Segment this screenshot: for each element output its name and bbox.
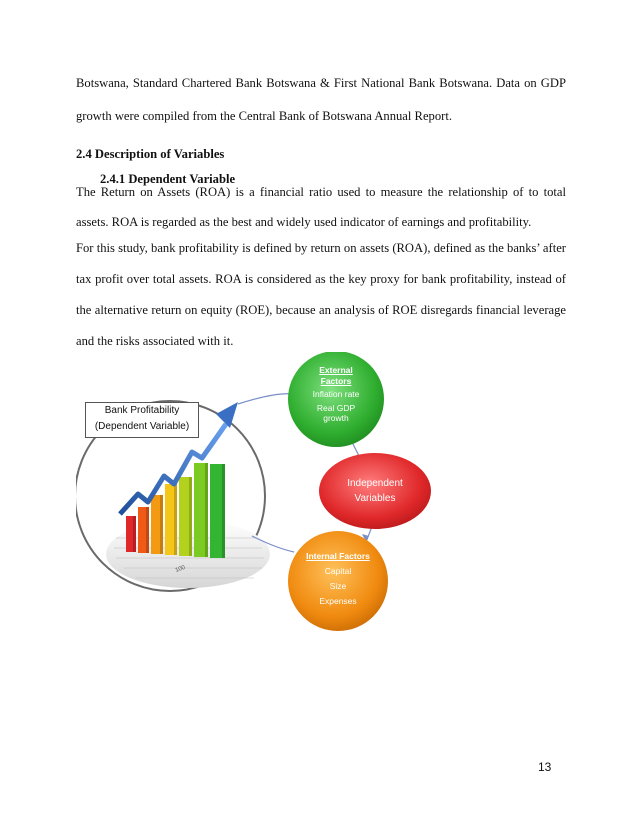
- internal-item: Size: [329, 581, 347, 591]
- dependent-label-line1: Bank Profitability: [104, 405, 180, 416]
- body-line: The Return on Assets (ROA) is a financial ratio used to measure the relationship of to total: [76, 185, 566, 199]
- page-number: 13: [538, 760, 552, 774]
- chart-axis-label: 100: [174, 564, 187, 574]
- external-title-line2: Factors: [320, 375, 352, 386]
- independent-variables-label: [326, 476, 424, 506]
- internal-title: Internal Factors: [306, 551, 370, 561]
- subsection-heading: 2.4.1 Dependent Variable: [100, 172, 236, 186]
- body-line: the alternative return on equity (ROE), because an analysis of ROE disregards financial leverage: [76, 303, 566, 317]
- variables-diagram: [76, 352, 556, 642]
- dependent-label-line2: (Dependent Variable): [94, 421, 190, 432]
- body-line: and the risks associated with it.: [76, 334, 234, 348]
- external-title-line1: External: [319, 365, 353, 375]
- body-line: assets. ROA is regarded as the best and widely used indicator of earnings and profitability.: [76, 215, 532, 229]
- external-item: growth: [323, 413, 349, 423]
- internal-factors-label: [290, 549, 386, 609]
- external-item: Real GDP: [316, 402, 356, 413]
- dependent-variable-box: [85, 402, 199, 438]
- body-line: Botswana, Standard Chartered Bank Botswana & First National Bank Botswana. Data on GDP: [76, 76, 566, 90]
- section-heading: 2.4 Description of Variables: [76, 147, 225, 161]
- connector-top: [238, 394, 292, 404]
- internal-item: Expenses: [319, 596, 357, 606]
- independent-line1: Independent: [347, 478, 403, 489]
- body-line: growth were compiled from the Central Bank of Botswana Annual Report.: [76, 109, 452, 123]
- body-line: tax profit over total assets. ROA is considered as the key proxy for bank profitability, instead of: [76, 272, 566, 286]
- internal-item: Capital: [324, 566, 352, 576]
- body-line: For this study, bank profitability is defined by return on assets (ROA), defined as the banks’ after: [76, 241, 566, 255]
- external-item: Inflation rate: [312, 389, 360, 399]
- external-factors-label: [294, 365, 378, 424]
- independent-line2: Variables: [354, 493, 396, 504]
